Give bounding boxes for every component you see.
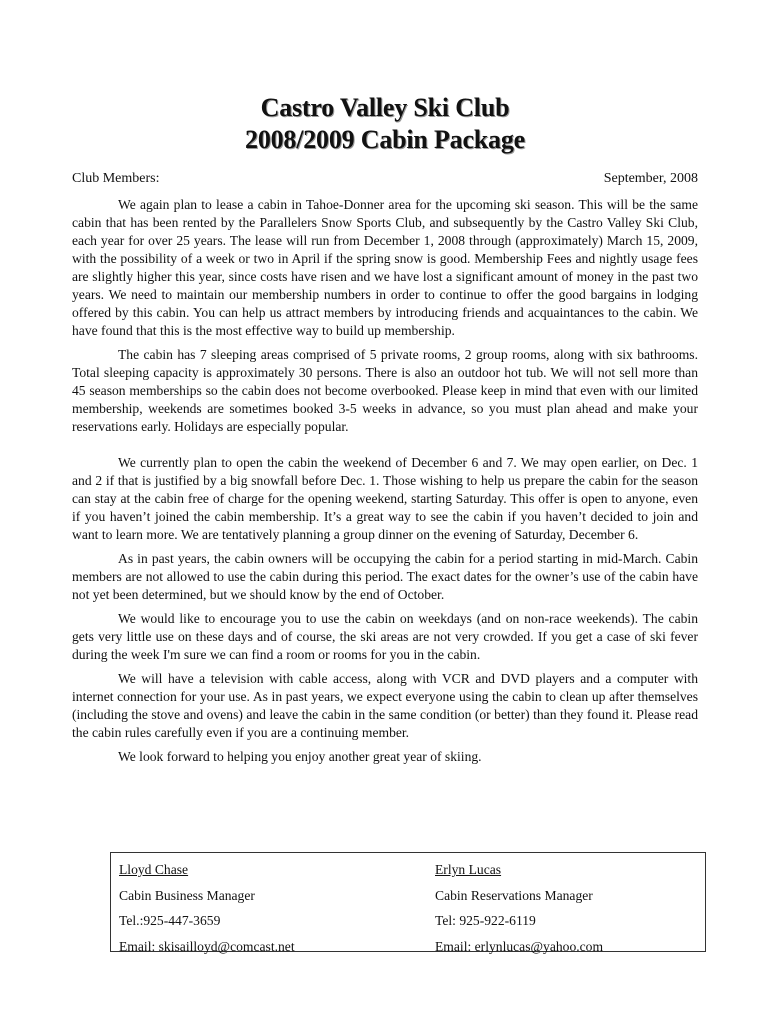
contact-phone: Tel: 925-922-6119	[435, 913, 536, 928]
title-line-package: 2008/2009 Cabin Package	[245, 125, 525, 154]
letter-date: September, 2008	[603, 171, 698, 186]
contact-phone: Tel.:925-447-3659	[119, 913, 221, 928]
contact-business-manager	[119, 857, 295, 959]
contact-email: Email: skisailloyd@comcast.net	[119, 938, 295, 954]
contact-reservations-manager	[435, 857, 603, 959]
paragraph-lease: We again plan to lease a cabin in Tahoe-Donner area for the upcoming ski season. This will be the same cabin that has been rented by the Parallelers Snow Sports Club, and subsequently by the Castro Valley Ski Club, each year for over 25 years. The lease will run from December 1, 2008 through (approximately) March 15, 2009, with the possibility of a week or two in April if the spring snow is good. Membership Fees and nightly usage fees are slightly higher this year, since costs have risen and we have lost a significant amount of money in the past two years. We need to maintain our membership numbers in order to continue to offer the good bargains in lodging offered by this cabin. You can help us attract members by introducing friends and acquaintances to the cabin. We have found that this is the most effective way to build up membership.	[72, 197, 698, 338]
letter-page	[72, 92, 698, 766]
paragraph-opening: We currently plan to open the cabin the weekend of December 6 and 7. We may open earlier, on Dec. 1 and 2 if that is justified by a big snowfall before Dec. 1. Those wishing to help us prepare the cabin for the season can stay at the cabin free of charge for the opening weekend, starting Saturday. This offer is open to anyone, even if you haven’t joined the cabin membership. It’s a great way to see the cabin if you haven’t decided to join and want to learn more. We are tentatively planning a group dinner on the evening of Saturday, December 6.	[72, 455, 698, 542]
contact-name: Erlyn Lucas	[435, 862, 502, 877]
contact-name: Lloyd Chase	[119, 862, 189, 877]
title-line-club: Castro Valley Ski Club	[260, 93, 510, 122]
paragraph-amenities: We will have a television with cable access, along with VCR and DVD players and a computer with internet connection for your use. As in past years, we expect everyone using the cabin to clean up after themselves (including the stove and ovens) and leave the cabin in the same condition (or better) than they found it. Please read the cabin rules carefully even if you are a continuing member.	[72, 671, 698, 740]
paragraph-closing: We look forward to helping you enjoy another great year of skiing.	[118, 749, 482, 764]
contact-box	[110, 852, 706, 952]
paragraph-owners: As in past years, the cabin owners will be occupying the cabin for a period starting in mid-March. Cabin members are not allowed to use the cabin during this period. The exact dates for the owner’s use of the cabin have not yet been determined, but we should know by the end of October.	[72, 551, 698, 602]
contact-role: Cabin Business Manager	[119, 887, 255, 903]
paragraph-weekdays: We would like to encourage you to use the cabin on weekdays (and on non-race weekends). The cabin gets very little use on these days and of course, the ski areas are not very crowded. If you get a case of ski fever during the week I'm sure we can find a room or rooms for you in the cabin.	[72, 611, 698, 662]
document-title	[72, 92, 698, 156]
letter-header	[72, 170, 698, 188]
salutation: Club Members:	[72, 171, 160, 186]
paragraph-capacity: The cabin has 7 sleeping areas comprised of 5 private rooms, 2 group rooms, along with six bathrooms. Total sleeping capacity is approximately 30 persons. There is also an outdoor hot tub. We will not sell more than 45 season memberships so the cabin does not become overbooked. Please keep in mind that even with our limited membership, weekends are sometimes booked 3-5 weeks in advance, so you must plan ahead and make your reservations early. Holidays are especially popular.	[72, 347, 698, 434]
contact-role: Cabin Reservations Manager	[435, 887, 593, 903]
contact-email: Email: erlynlucas@yahoo.com	[435, 938, 604, 954]
